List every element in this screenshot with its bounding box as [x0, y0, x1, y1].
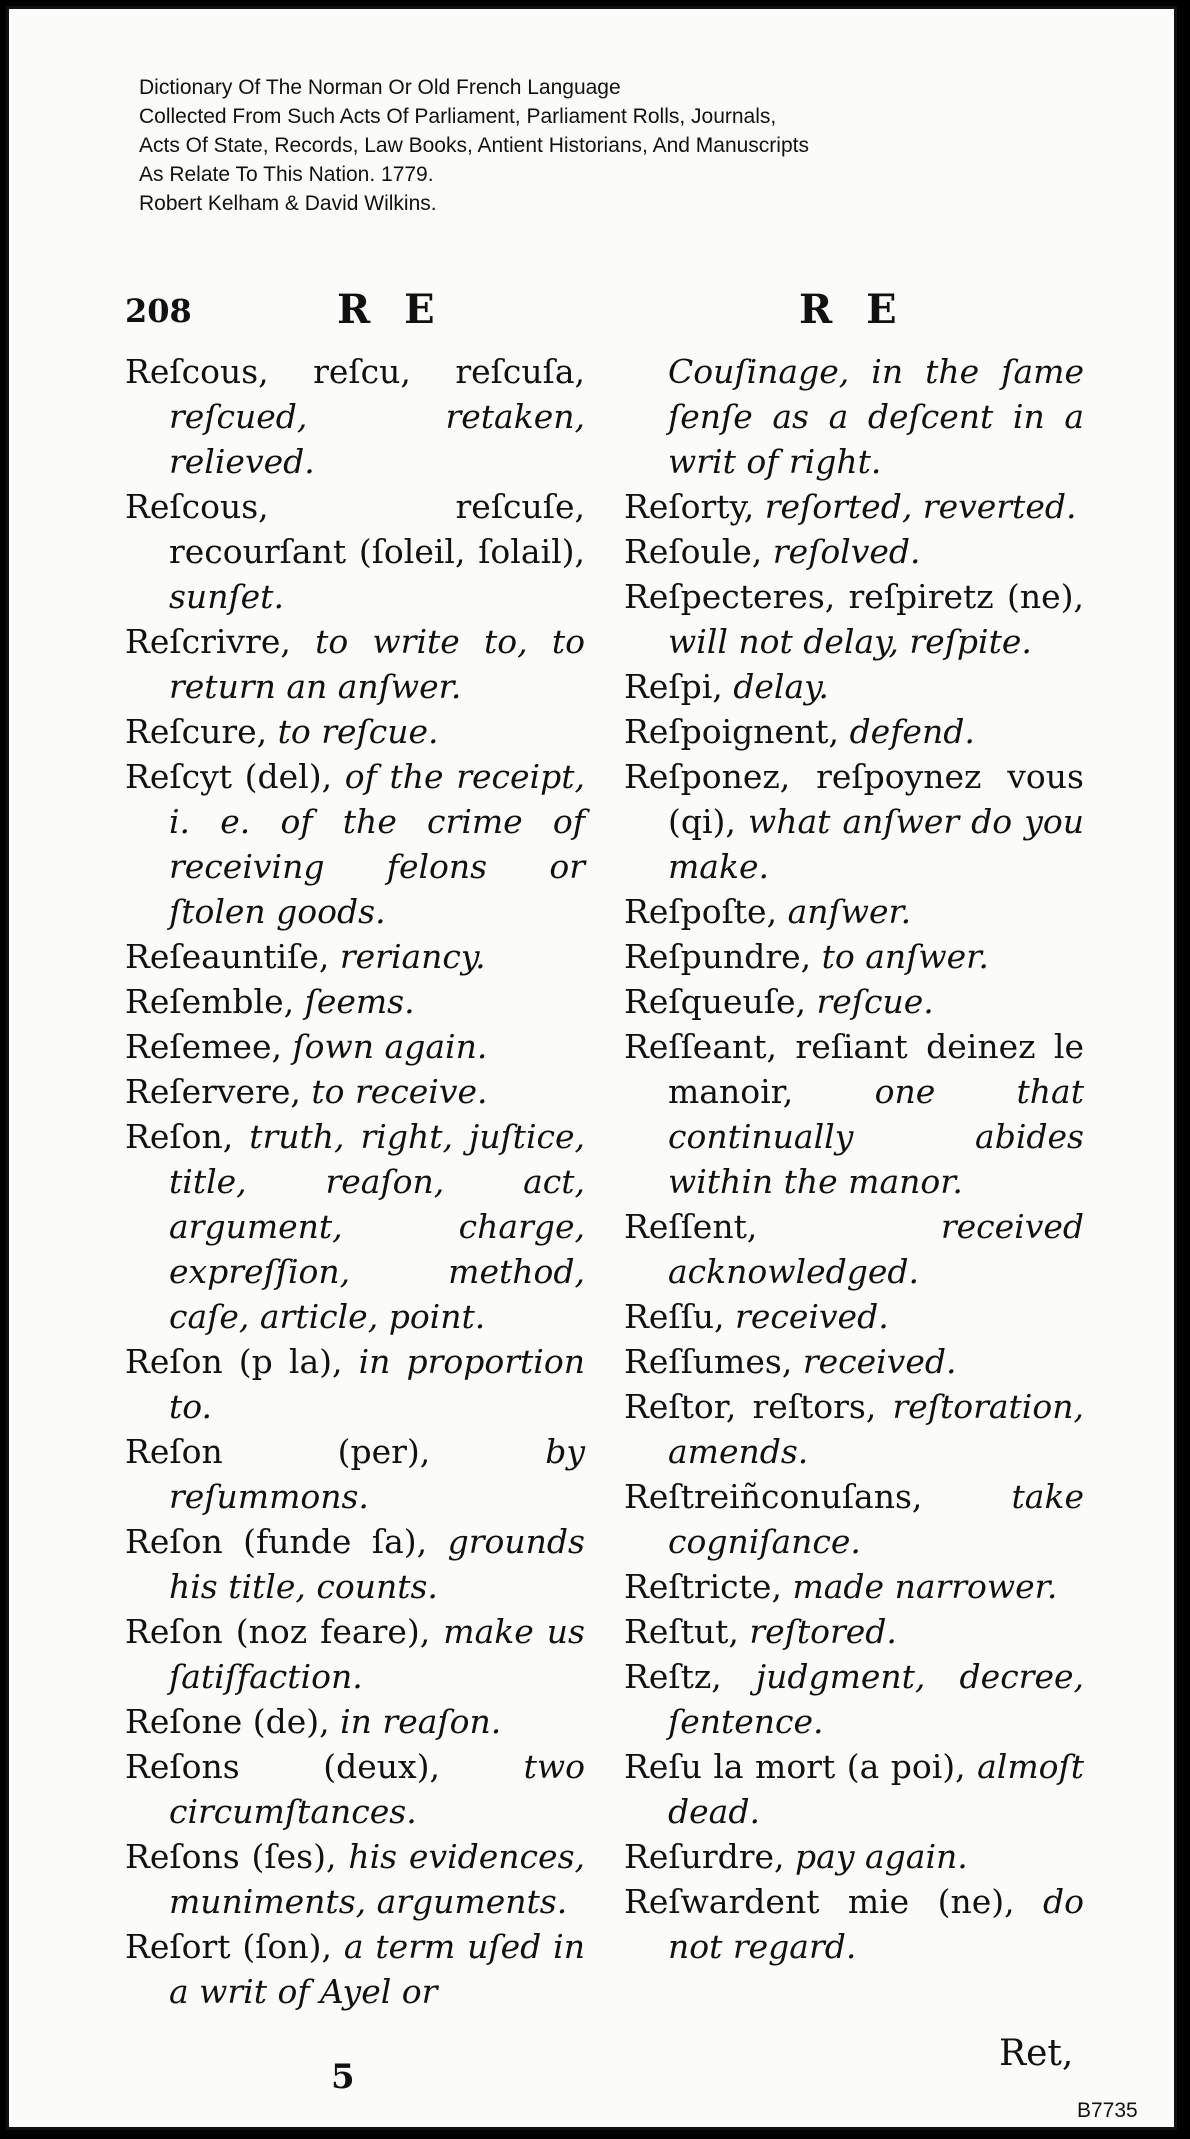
header-line: Robert Kelham & David Wilkins. [139, 192, 437, 215]
entry-definition: two circumſtances. [169, 1747, 585, 1831]
entry-headword: Reſpecteres, reſpiretz (ne), [624, 577, 1084, 616]
entry-headword: Reſcyt (del), [125, 757, 333, 796]
entry-definition: received. [802, 1342, 957, 1381]
dictionary-entry [624, 979, 1084, 1024]
entry-headword: Reſon (noz feare), [125, 1612, 431, 1651]
entry-headword: Reſorty, [624, 487, 755, 526]
entry-definition: of the receipt, i. e. of the crime of receiving felons or ſtolen goods. [169, 757, 585, 931]
entry-headword: Reſcure, [125, 712, 268, 751]
dictionary-entry [624, 1564, 1084, 1609]
entry-definition: what anſwer do you make. [668, 802, 1084, 886]
entry-headword: Reſqueuſe, [624, 982, 806, 1021]
catchword: Ret, [999, 2033, 1074, 2074]
dictionary-entry [125, 1744, 585, 1834]
entry-headword: Reſone (de), [125, 1702, 330, 1741]
dictionary-entry [125, 349, 585, 484]
dictionary-entry [624, 1474, 1084, 1564]
dictionary-entry [624, 1024, 1084, 1204]
dictionary-entry [624, 574, 1084, 664]
dictionary-entry [624, 1294, 1084, 1339]
entry-headword: Reſtut, [624, 1612, 739, 1651]
entry-definition: ſown again. [292, 1027, 488, 1066]
entry-headword: Reſſu, [624, 1297, 725, 1336]
entry-definition: pay again. [795, 1837, 968, 1876]
entry-definition: to receive. [311, 1072, 488, 1111]
entry-definition: almoſt dead. [668, 1747, 1084, 1831]
entry-definition: grounds his title, counts. [169, 1522, 585, 1606]
dictionary-entry [624, 1339, 1084, 1384]
header-line: Collected From Such Acts Of Parliament, Parliament Rolls, Journals, [139, 105, 777, 128]
dictionary-entry [624, 754, 1084, 889]
entry-headword: Reſoule, [624, 532, 763, 571]
entry-headword: Reſon (per), [125, 1432, 431, 1471]
dictionary-entry [125, 1339, 585, 1429]
entry-headword: Reſponez, reſpoynez vous (qi), [624, 757, 1084, 841]
entry-definition: delay. [733, 667, 829, 706]
entry-headword: Reſpundre, [624, 937, 812, 976]
entry-headword: Reſon (p la), [125, 1342, 343, 1381]
entry-definition: reſcue. [816, 982, 934, 1021]
running-head-right: R E [799, 286, 907, 333]
dictionary-entry [125, 1114, 585, 1339]
entry-definition: a term uſed in a writ of Ayel or [169, 1927, 585, 2011]
dictionary-entry [624, 1609, 1084, 1654]
dictionary-entry [125, 1834, 585, 1924]
dictionary-entry [125, 1924, 585, 2014]
dictionary-entry [624, 1654, 1084, 1744]
entry-headword: Reſſent, [624, 1207, 758, 1246]
entry-definition: reſorted, reverted. [764, 487, 1077, 526]
header-line: Acts Of State, Records, Law Books, Antient Historians, And Manuscripts [139, 134, 809, 157]
entry-headword: Reſeauntiſe, [125, 937, 330, 976]
right-column [624, 349, 1084, 1969]
entry-definition: one that continually abides within the manor. [668, 1072, 1084, 1201]
entry-definition: received. [735, 1297, 889, 1336]
dictionary-entry [125, 979, 585, 1024]
dictionary-entry [125, 619, 585, 709]
dictionary-entry [624, 1834, 1084, 1879]
entry-definition: by reſummons. [169, 1432, 585, 1516]
entry-headword: Reſtor, reſtors, [624, 1387, 877, 1426]
entry-definition: in reaſon. [340, 1702, 502, 1741]
dictionary-entry [125, 1519, 585, 1609]
entry-definition: judgment, decree, ſentence. [668, 1657, 1084, 1741]
entry-definition: make us ſatiſfaction. [169, 1612, 585, 1696]
dictionary-entry [624, 664, 1084, 709]
running-head-left: R E [337, 286, 445, 333]
entry-definition: will not delay, reſpite. [668, 622, 1032, 661]
entry-headword: Reſemee, [125, 1027, 282, 1066]
entry-headword: Reſpoignent, [624, 712, 840, 751]
entry-headword: Reſon, [125, 1117, 234, 1156]
dictionary-entry [125, 934, 585, 979]
dictionary-entry [624, 349, 1084, 484]
entry-definition: defend. [849, 712, 975, 751]
entry-headword: Reſtz, [624, 1657, 722, 1696]
entry-headword: Reſurdre, [624, 1837, 785, 1876]
dictionary-entry [624, 1204, 1084, 1294]
dictionary-entry [624, 709, 1084, 754]
header-note [139, 73, 809, 218]
entry-headword: Reſons (ſes), [125, 1837, 337, 1876]
entry-definition: reſtoration, amends. [668, 1387, 1084, 1471]
entry-headword: Reſcous, reſcuſe, recourſant (ſoleil, ſolail), [125, 487, 585, 571]
dictionary-page [6, 6, 1177, 2130]
entry-definition: reſtored. [749, 1612, 897, 1651]
header-line: Dictionary Of The Norman Or Old French Language [139, 76, 621, 99]
entry-headword: Reſtricte, [624, 1567, 782, 1606]
dictionary-entry [624, 889, 1084, 934]
entry-headword: Reſon (funde ſa), [125, 1522, 428, 1561]
entry-definition: to reſcue. [277, 712, 439, 751]
entry-definition: his evidences, muniments, arguments. [169, 1837, 585, 1921]
entry-definition: Couſinage, in the ſame ſenſe as a deſcent in a writ of right. [668, 352, 1084, 481]
dictionary-entry [125, 1699, 585, 1744]
entry-headword: Reſcrivre, [125, 622, 291, 661]
dictionary-entry [125, 1024, 585, 1069]
entry-definition: reſolved. [772, 532, 921, 571]
entry-definition: take cogniſance. [668, 1477, 1084, 1561]
dictionary-entry [624, 529, 1084, 574]
entry-headword: Reſſumes, [624, 1342, 793, 1381]
entry-definition: made narrower. [792, 1567, 1058, 1606]
entry-definition: do not regard. [668, 1882, 1084, 1966]
dictionary-entry [125, 1429, 585, 1519]
dictionary-entry [624, 1879, 1084, 1969]
entry-definition: received acknowledged. [668, 1207, 1084, 1291]
dictionary-entry [125, 1609, 585, 1699]
entry-definition: ſeems. [304, 982, 415, 1021]
entry-definition: to anſwer. [821, 937, 989, 976]
entry-headword: Reſpoſte, [624, 892, 778, 931]
entry-headword: Reſſeant, reſiant deinez le manoir, [624, 1027, 1084, 1111]
dictionary-entry [125, 484, 585, 619]
entry-headword: Reſons (deux), [125, 1747, 440, 1786]
archive-stamp: B7735 [1077, 2099, 1138, 2122]
entry-headword: Reſpi, [624, 667, 723, 706]
entry-definition: reriancy. [339, 937, 486, 976]
dictionary-entry [624, 1744, 1084, 1834]
entry-headword: Reſwardent mie (ne), [624, 1882, 1015, 1921]
entry-headword: Reſort (ſon), [125, 1927, 332, 1966]
dictionary-entry [125, 1069, 585, 1114]
entry-definition: in proportion to. [169, 1342, 585, 1426]
entry-headword: Reſcous, reſcu, reſcuſa, [125, 352, 585, 391]
dictionary-entry [125, 709, 585, 754]
dictionary-entry [624, 1384, 1084, 1474]
header-line: As Relate To This Nation. 1779. [139, 163, 434, 186]
dictionary-entry [624, 934, 1084, 979]
entry-headword: Reſervere, [125, 1072, 301, 1111]
signature-mark: 5 [331, 2057, 355, 2097]
dictionary-entry [624, 484, 1084, 529]
entry-definition: reſcued, retaken, relieved. [169, 397, 585, 481]
entry-definition: truth, right, juſtice, title, reaſon, act, argument, charge, expreſſion, method, caſe, article, point. [169, 1117, 585, 1336]
entry-headword: Reſtreiñconuſans, [624, 1477, 923, 1516]
dictionary-entry [125, 754, 585, 934]
entry-headword: Reſemble, [125, 982, 295, 1021]
page-number: 208 [125, 292, 192, 330]
entry-definition: to write to, to return an anſwer. [169, 622, 585, 706]
entry-headword: Reſu la mort (a poi), [624, 1747, 966, 1786]
entry-definition: sunſet. [169, 577, 284, 616]
entry-definition: anſwer. [787, 892, 912, 931]
left-column [125, 349, 585, 2014]
